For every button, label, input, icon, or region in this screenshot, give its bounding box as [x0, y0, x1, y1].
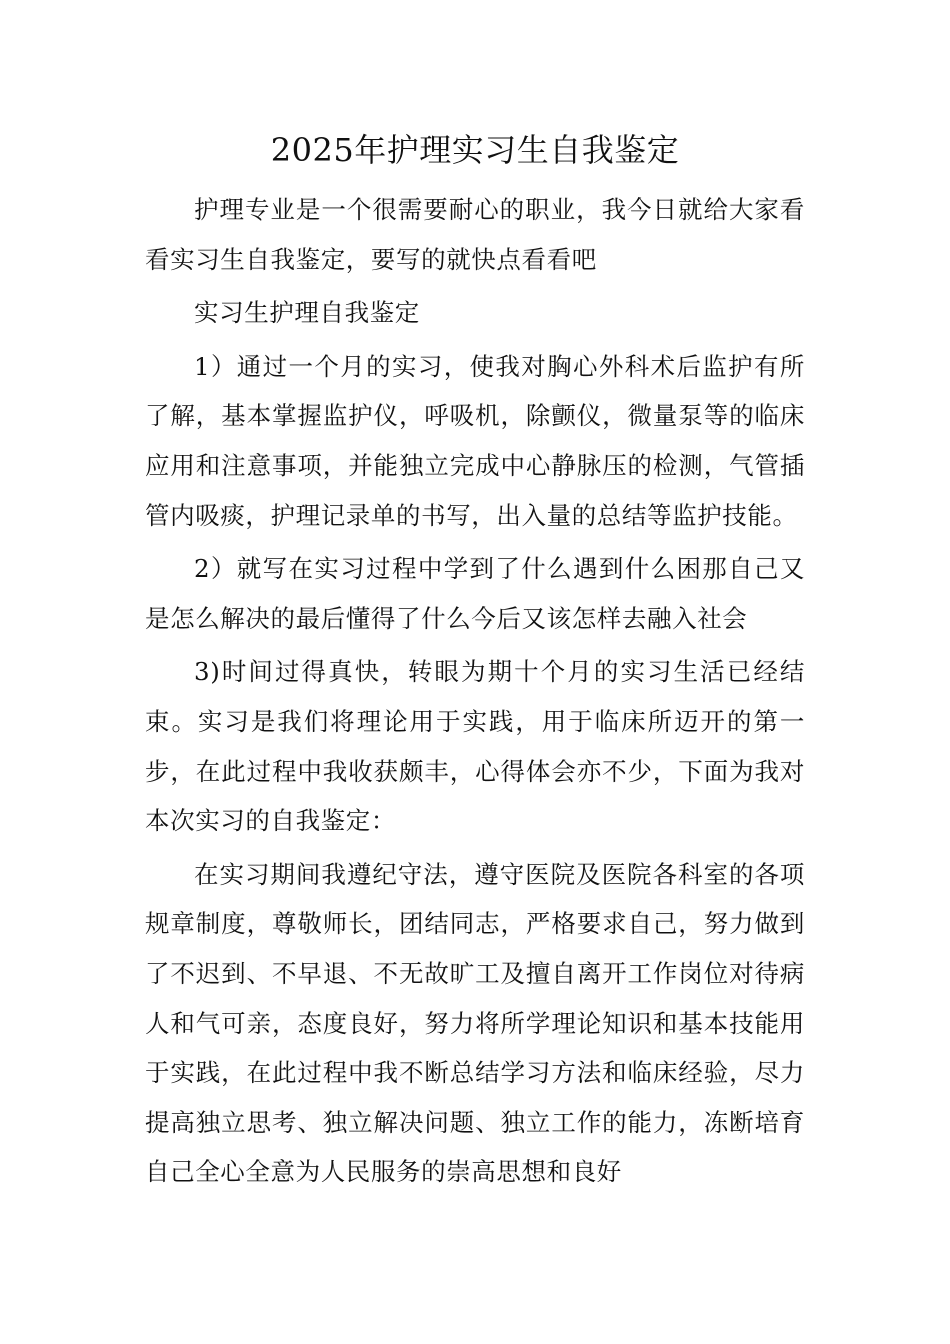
- point-3-paragraph: 3)时间过得真快，转眼为期十个月的实习生活已经结束。实习是我们将理论用于实践，用于临床所迈开的第一步，在此过程中我收获颇丰，心得体会亦不少，下面为我对本次实习的自我鉴定：: [145, 657, 805, 836]
- intro-paragraph: 护理专业是一个很需要耐心的职业，我今日就给大家看看实习生自我鉴定，要写的就快点看看吧: [145, 195, 805, 274]
- document-page: [145, 122, 805, 1197]
- point-2-paragraph: 2）就写在实习过程中学到了什么遇到什么困那自己又是怎么解决的最后懂得了什么今后又该怎样去融入社会: [145, 554, 805, 633]
- point-1-paragraph: 1）通过一个月的实习，使我对胸心外科术后监护有所了解，基本掌握监护仪，呼吸机，除颤仪，微量泵等的临床应用和注意事项，并能独立完成中心静脉压的检测，气管插管内吸痰，护理记录单的书写，出入量的总结等监护技能。: [145, 351, 805, 530]
- section-heading: 实习生护理自我鉴定: [194, 298, 420, 328]
- conduct-paragraph: 在实习期间我遵纪守法，遵守医院及医院各科室的各项规章制度，尊敬师长，团结同志，严格要求自己，努力做到了不迟到、不早退、不无故旷工及擅自离开工作岗位对待病人和气可亲，态度良好，努力将所学理论知识和基本技能用于实践，在此过程中我不断总结学习方法和临床经验，尽力提高独立思考、独立解决问题、独立工作的能力，冻断培育自己全心全意为人民服务的崇高思想和良好: [145, 859, 805, 1187]
- document-title: 2025年护理实习生自我鉴定: [270, 131, 680, 169]
